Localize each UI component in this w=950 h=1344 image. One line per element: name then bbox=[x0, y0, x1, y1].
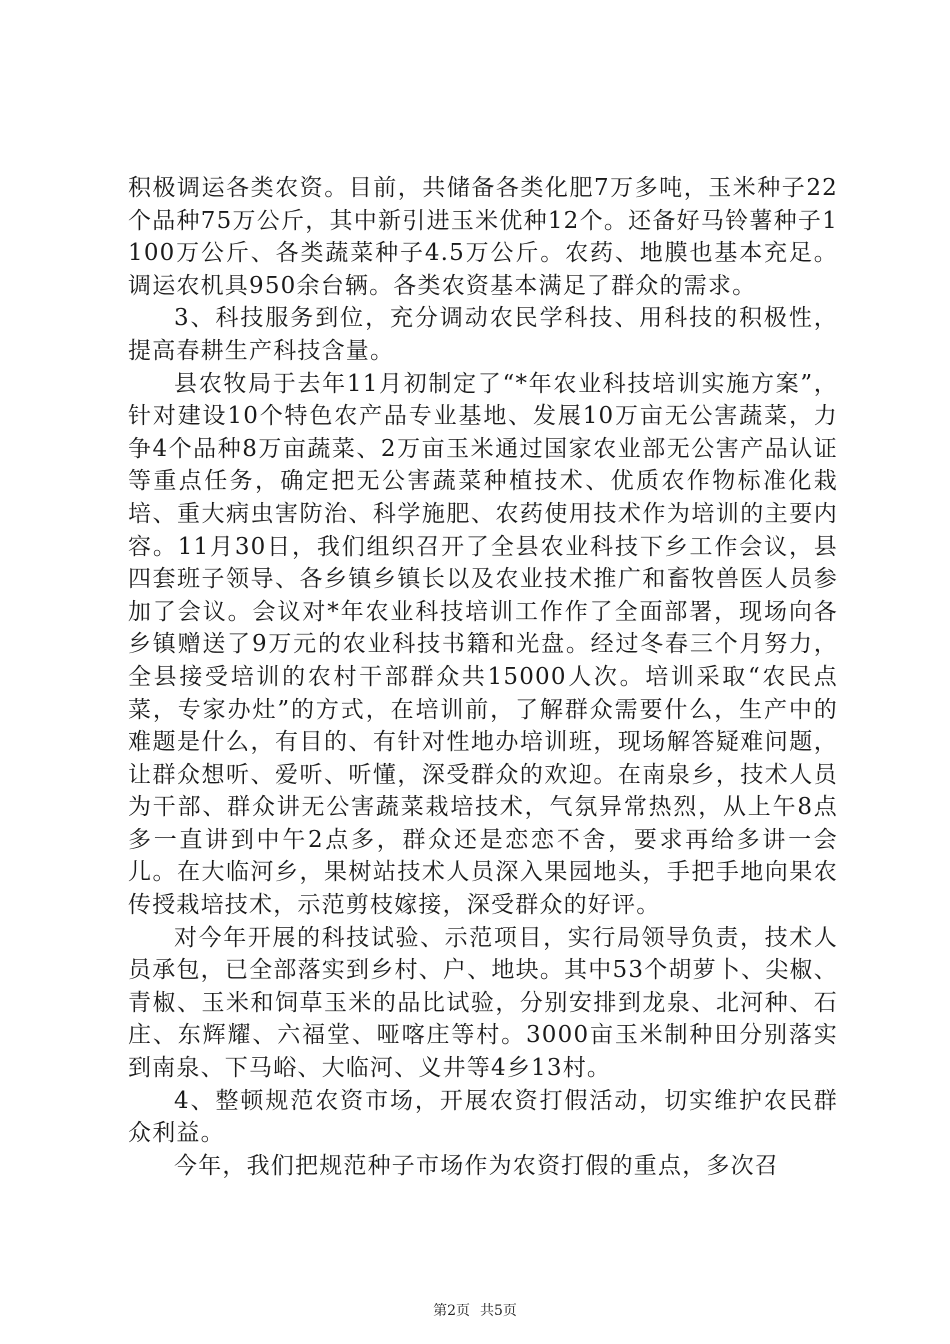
paragraph-seed-market: 今年，我们把规范种子市场作为农资打假的重点，多次召 bbox=[174, 1152, 779, 1179]
page-footer bbox=[0, 1301, 950, 1321]
heading-tech-services: 3、科技服务到位，充分调动农民学科技、用科技的积极性，提高春耕生产科技含量。 bbox=[128, 305, 838, 364]
page-total: 共5页 bbox=[480, 1303, 517, 1319]
heading-market-regulation: 4、整顿规范农资市场，开展农资打假活动，切实维护农民群众利益。 bbox=[128, 1087, 838, 1147]
paragraph-fertilizer-reserves: 积极调运各类农资。目前，共储备各类化肥7万多吨，玉米种子22个品种75万公斤，其中新引进玉米优种12个。还备好马铃薯种子1100万公斤、各类蔬菜种子4.5万公斤。农药、地膜也基本充足。调运农机具950余台辆。各类农资基本满足了群众的需求。 bbox=[128, 175, 838, 299]
document-body bbox=[128, 172, 838, 1182]
paragraph-demo-projects: 对今年开展的科技试验、示范项目，实行局领导负责，技术人员承包，已全部落实到乡村、户、地块。其中53个胡萝卜、尖椒、青椒、玉米和饲草玉米的品比试验，分别安排到龙泉、北河种、石庄、东辉耀、六福堂、哑喀庄等村。3000亩玉米制种田分别落实到南泉、下马峪、大临河、义井等4乡13村。 bbox=[128, 924, 838, 1082]
page-number: 第2页 bbox=[433, 1303, 470, 1319]
paragraph-training-program: 县农牧局于去年11月初制定了“*年农业科技培训实施方案”，针对建设10个特色农产品专业基地、发展10万亩无公害蔬菜，力争4个品种8万亩蔬菜、2万亩玉米通过国家农业部无公害产品认证等重点任务，确定把无公害蔬菜种植技术、优质农作物标准化栽培、重大病虫害防治、科学施肥、农药使用技术作为培训的主要内容。11月30日，我们组织召开了全县农业科技下乡工作会议，县四套班子领导、各乡镇乡镇长以及农业技术推广和畜牧兽医人员参加了会议。会议对*年农业科技培训工作作了全面部署，现场向各乡镇赠送了9万元的农业科技书籍和光盘。经过冬春三个月努力，全县接受培训的农村干部群众共15000人次。培训采取“农民点菜，专家办灶”的方式，在培训前，了解群众需要什么，生产中的难题是什么，有目的、有针对性地办培训班，现场解答疑难问题，让群众想听、爱听、听懂，深受群众的欢迎。在南泉乡，技术人员为干部、群众讲无公害蔬菜栽培技术，气氛异常热烈，从上午8点多一直讲到中午2点多，群众还是恋恋不舍，要求再给多讲一会儿。在大临河乡，果树站技术人员深入果园地头，手把手地向果农传授栽培技术，示范剪枝嫁接，深受群众的好评。 bbox=[128, 370, 838, 919]
